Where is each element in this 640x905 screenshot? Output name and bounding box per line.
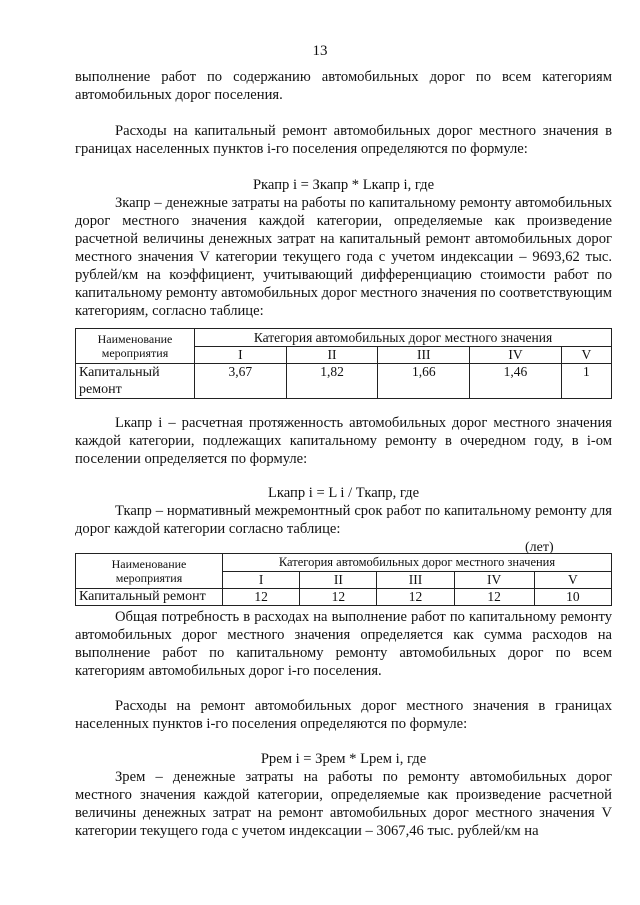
table2-row-label: Капитальный ремонт [76, 589, 223, 606]
table2-cat-i: I [223, 572, 300, 589]
table1-cat-i: I [195, 347, 287, 364]
table2-value-iv: 12 [454, 589, 534, 606]
paragraph-5: Ткапр – нормативный межремонтный срок работ по капитальному ремонту для дорог каждой категории согласно таблице: [75, 503, 612, 537]
formula-rkapr: Ркапр i = Зкапр * Lкапр i, где [252, 177, 435, 193]
table2-cat-ii: II [300, 572, 377, 589]
paragraph-8: Зрем – денежные затраты на работы по ремонту автомобильных дорог местного значения каждой категории, определяемые как произведение расчетной величины денежных затрат на ремонт автомобильных дорог местного значения V категории текущего года с учетом индексации – 3067,46 тыс. рублей/км на [75, 769, 612, 839]
table1-value-iii: 1,66 [378, 364, 470, 399]
paragraph-1: выполнение работ по содержанию автомобильных дорог по всем категориям автомобильных дорог поселения. [75, 69, 612, 103]
table2-value-i: 12 [223, 589, 300, 606]
formula-rrem: Ррем i = Зрем * Lрем i, где [260, 751, 427, 767]
paragraph-3: Зкапр – денежные затраты на работы по капитальному ремонту автомобильных дорог местного значения каждой категории, определяемые как произведение расчетной величины денежных затрат на капитальный ремонт автомобильных дорог местного значения V категории текущего года с учетом индексации – 9693,62 тыс. рублей/км на коэффициент, учитывающий дифференциацию стоимости работ по капитальному ремонту автомобильных дорог местного значения по соответствующим категориям, согласно таблице: [75, 195, 613, 319]
table2-cat-iv: IV [454, 572, 534, 589]
paragraph-2: Расходы на капитальный ремонт автомобильных дорог местного значения в границах населенных пунктов i-го поселения определяются по формуле: [75, 123, 612, 157]
table1-cat-iii: III [378, 347, 470, 364]
table1-row-label: Капитальный ремонт [76, 364, 195, 399]
table1-cat-v: V [561, 347, 611, 364]
paragraph-4: Lкапр i – расчетная протяженность автомобильных дорог местного значения каждой категории, подлежащих капитальному ремонту в очередном году, в i-ом поселении определяется по формуле: [75, 415, 612, 467]
table2-head-category: Категория автомобильных дорог местного значения [223, 554, 612, 572]
table1-value-i: 3,67 [195, 364, 287, 399]
table2-unit: (лет) [525, 540, 554, 555]
table1-cat-iv: IV [470, 347, 562, 364]
page-number: 13 [312, 43, 328, 59]
paragraph-6: Общая потребность в расходах на выполнение работ по капитальному ремонту автомобильных дорог местного значения определяется как сумма расходов на выполнение работ по капитальному ремонту автомобильных дорог по всем категориям автомобильных дорог i-го поселения. [75, 609, 612, 679]
table2-cat-v: V [534, 572, 611, 589]
table2-value-iii: 12 [377, 589, 454, 606]
paragraph-7: Расходы на ремонт автомобильных дорог местного значения в границах населенных пунктов i-го поселения определяются по формуле: [75, 698, 612, 732]
repair-period-table [75, 553, 612, 606]
table2-head-name: Наименование мероприятия [76, 554, 223, 589]
table1-value-iv: 1,46 [470, 364, 562, 399]
table2-value-ii: 12 [300, 589, 377, 606]
table1-value-ii: 1,82 [286, 364, 378, 399]
coefficient-table [75, 328, 612, 399]
table1-value-v: 1 [561, 364, 611, 399]
table1-head-category: Категория автомобильных дорог местного значения [195, 329, 612, 347]
table1-head-name: Наименование мероприятия [76, 329, 195, 364]
table1-cat-ii: II [286, 347, 378, 364]
formula-lkapr: Lкапр i = L i / Ткапр, где [267, 485, 420, 501]
table2-value-v: 10 [534, 589, 611, 606]
table2-cat-iii: III [377, 572, 454, 589]
